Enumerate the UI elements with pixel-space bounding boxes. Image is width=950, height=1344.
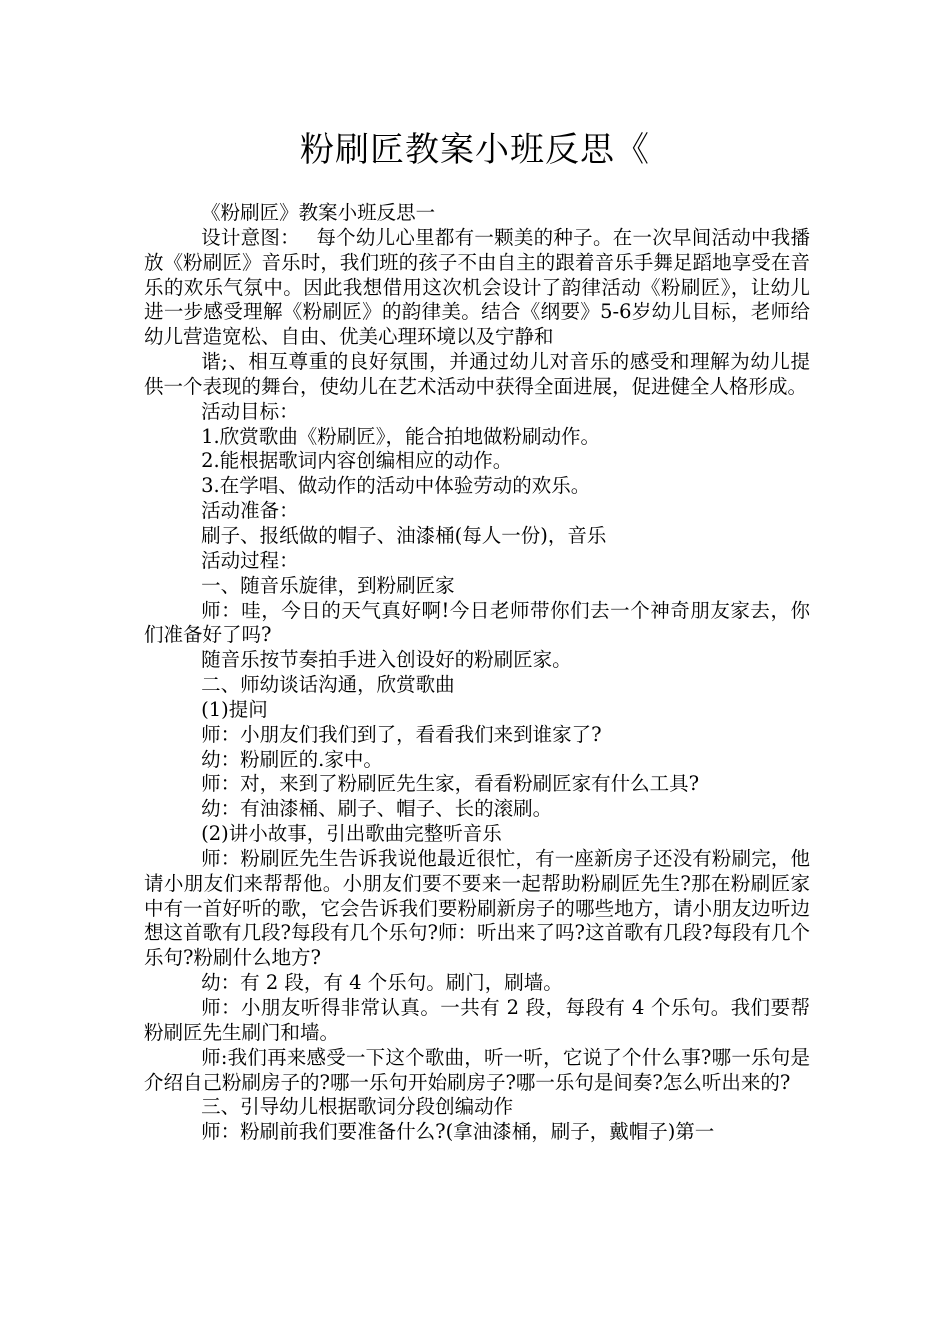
- paragraph: 随音乐按节奏拍手进入创设好的粉刷匠家。: [201, 648, 572, 672]
- paragraph: 师:我们再来感受一下这个歌曲，听一听，它说了个什么事?哪一乐句是介绍自己粉刷房子的?哪一乐句开始刷房子?哪一乐句是间奏?怎么听出来的?: [144, 1045, 810, 1094]
- paragraph: 刷子、报纸做的帽子、油漆桶(每人一份)，音乐: [201, 523, 607, 547]
- paragraph: 活动目标：: [201, 399, 299, 423]
- paragraph: 谐;、相互尊重的良好氛围，并通过幼儿对音乐的感受和理解为幼儿提供一个表现的舞台，使幼儿在艺术活动中获得全面进展，促进健全人格形成。: [144, 350, 810, 398]
- paragraph: (1)提问: [201, 697, 268, 721]
- paragraph: 师：粉刷匠先生告诉我说他最近很忙，有一座新房子还没有粉刷完，他请小朋友们来帮帮他。小朋友们要不要来一起帮助粉刷匠先生?那在粉刷匠家中有一首好听的歌，它会告诉我们要粉刷新房子的哪些地方，请小朋友边听边想这首歌有几段?每段有几个乐句?师：听出来了吗?这首歌有几段?每段有几个乐句?粉刷什么地方?: [144, 846, 810, 970]
- paragraph: 活动准备：: [201, 499, 299, 523]
- paragraph: 幼：粉刷匠的.家中。: [201, 747, 383, 771]
- paragraph: 师：小朋友们我们到了，看看我们来到谁家了?: [201, 722, 602, 746]
- paragraph: 幼：有 2 段，有 4 个乐句。刷门，刷墙。: [201, 971, 563, 995]
- paragraph: 2.能根据歌词内容创编相应的动作。: [201, 449, 513, 473]
- paragraph: 3.在学唱、做动作的活动中体验劳动的欢乐。: [201, 474, 591, 498]
- paragraph: 《粉刷匠》教案小班反思一: [201, 201, 436, 224]
- document-title: 粉刷匠教案小班反思《: [300, 130, 650, 170]
- paragraph: 二、师幼谈话沟通，欣赏歌曲: [201, 673, 455, 697]
- paragraph: 一、随音乐旋律，到粉刷匠家: [201, 573, 455, 597]
- paragraph: (2)讲小故事，引出歌曲完整听音乐: [201, 822, 502, 846]
- document-body: [144, 201, 810, 1145]
- paragraph: 活动过程：: [201, 548, 299, 572]
- paragraph: 师：小朋友听得非常认真。一共有 2 段，每段有 4 个乐句。我们要帮粉刷匠先生刷门和墙。: [144, 996, 810, 1044]
- paragraph: 师：粉刷前我们要准备什么?(拿油漆桶，刷子，戴帽子)第一: [201, 1120, 715, 1144]
- paragraph: 1.欣赏歌曲《粉刷匠》，能合拍地做粉刷动作。: [201, 424, 600, 448]
- paragraph: 三、引导幼儿根据歌词分段创编动作: [201, 1095, 514, 1119]
- paragraph: 师：对，来到了粉刷匠先生家，看看粉刷匠家有什么工具?: [201, 772, 700, 796]
- paragraph: 师：哇，今日的天气真好啊!今日老师带你们去一个神奇朋友家去，你们准备好了吗?: [144, 598, 810, 647]
- paragraph: 幼：有油漆桶、刷子、帽子、长的滚刷。: [201, 797, 553, 821]
- paragraph: 设计意图： 每个幼儿心里都有一颗美的种子。在一次早间活动中我播放《粉刷匠》音乐时，我们班的孩子不由自主的跟着音乐手舞足蹈地享受在音乐的欢乐气氛中。因此我想借用这次机会设计了韵律活动《粉刷匠》，让幼儿进一步感受理解《粉刷匠》的韵律美。结合《纲要》5-6岁幼儿目标，老师给幼儿营造宽松、自由、优美心理环境以及宁静和: [144, 225, 810, 349]
